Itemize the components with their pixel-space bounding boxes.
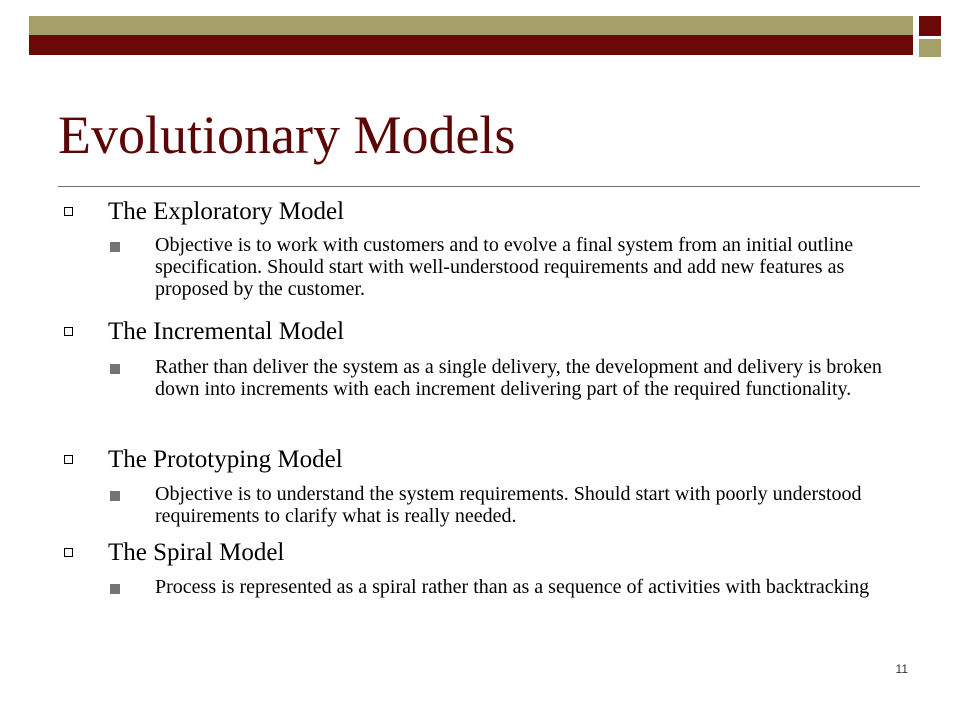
header-maroon-square (919, 16, 941, 36)
header-maroon-bar (29, 35, 913, 55)
title-divider (58, 186, 920, 187)
hollow-square-bullet-icon (64, 455, 73, 464)
header-olive-square (919, 39, 941, 57)
filled-square-bullet-icon (110, 584, 120, 594)
filled-square-bullet-icon (110, 491, 120, 501)
bullet-heading: The Incremental Model (108, 318, 345, 345)
filled-square-bullet-icon (110, 242, 120, 252)
hollow-square-bullet-icon (64, 207, 73, 216)
page-number: 11 (895, 662, 908, 676)
sub-bullet-text: Objective is to work with customers and to evolve a final system from an initial outline specification. Should start with well-understood requirements and add new features as proposed by the customer. (155, 234, 854, 300)
bullet-heading: The Prototyping Model (108, 446, 343, 473)
hollow-square-bullet-icon (64, 327, 73, 336)
hollow-square-bullet-icon (64, 548, 73, 557)
bullet-heading: The Spiral Model (108, 539, 285, 566)
header-olive-bar (29, 16, 913, 35)
sub-bullet-text: Process is represented as a spiral rather than as a sequence of activities with backtracking (155, 576, 870, 598)
sub-bullet-text: Rather than deliver the system as a single delivery, the development and delivery is broken down into increments with each increment delivering part of the required functionality. (155, 356, 882, 400)
sub-bullet-text: Objective is to understand the system requirements. Should start with poorly understood requirements to clarify what is really needed. (155, 483, 862, 527)
slide-title: Evolutionary Models (58, 105, 516, 165)
bullet-heading: The Exploratory Model (108, 198, 345, 225)
filled-square-bullet-icon (110, 364, 120, 374)
